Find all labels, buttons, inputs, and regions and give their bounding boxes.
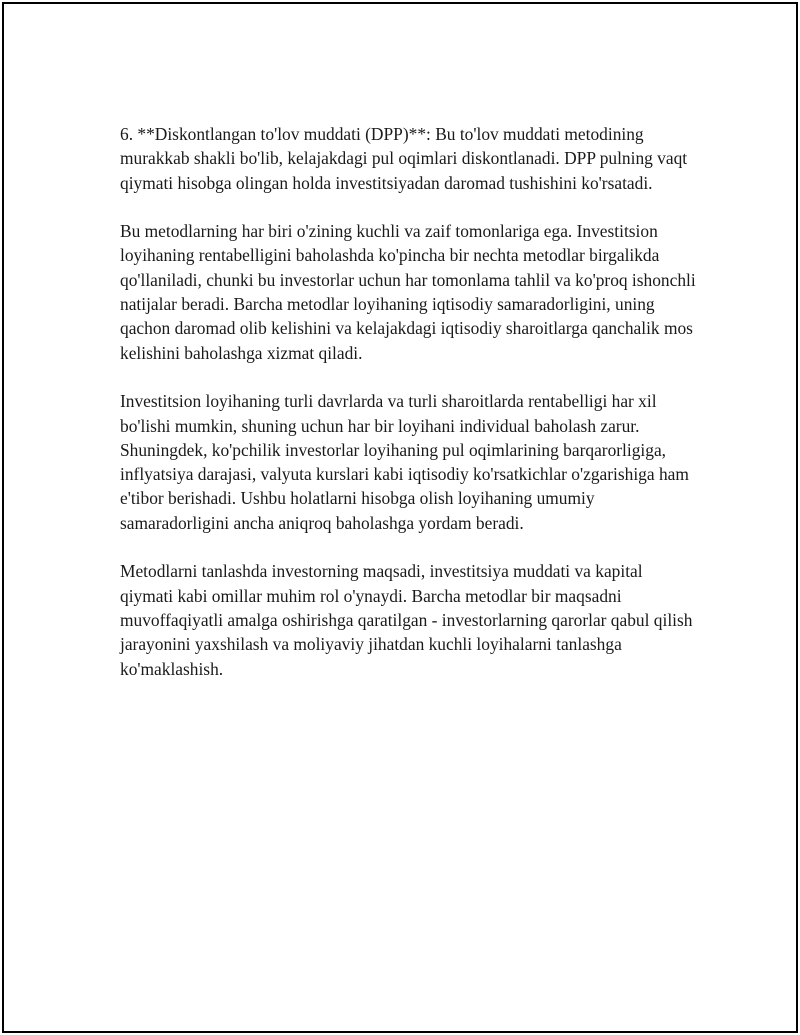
- paragraph-method-selection: Metodlarni tanlashda investorning maqsadi, investitsiya muddati va kapital qiymati kabi omillar muhim rol o'ynaydi. Barcha metodlar bir maqsadni muvoffaqiyatli amalga oshirishga qaratilgan - investorlarning qarorlar qabul qilish jarayonini yaxshilash va moliyaviy jihatdan kuchli loyihalarni tanlashga ko'maklashish.: [120, 561, 693, 679]
- paragraph-dpp-method: 6. **Diskontlangan to'lov muddati (DPP)**: Bu to'lov muddati metodining murakkab shakli bo'lib, kelajakdagi pul oqimlari diskontlanadi. DPP pulning vaqt qiymati hisobga olingan holda investitsiyadan daromad tushishini ko'rsatadi.: [120, 124, 688, 193]
- paragraph-project-conditions: Investitsion loyihaning turli davrlarda va turli sharoitlarda rentabelligi har xil bo'lishi mumkin, shuning uchun har bir loyihani individual baholash zarur. Shuningdek, ko'pchilik investorlar loyihaning pul oqimlarining barqarorligiga, inflyatsiya darajasi, valyuta kurslari kabi iqtisodiy ko'rsatkichlar o'zgarishiga ham e'tibor berishadi. Ushbu holatlarni hisobga olish loyihaning umumiy samaradorligini ancha aniqroq baholashga yordam beradi.: [120, 391, 689, 533]
- paragraph-methods-overview: Bu metodlarning har biri o'zining kuchli va zaif tomonlariga ega. Investitsion loyihaning rentabelligini baholashda ko'pincha bir nechta metodlar birgalikda qo'llaniladi, chunki bu investorlar uchun har tomonlama tahlil va ko'proq ishonchli natijalar beradi. Barcha metodlar loyihaning iqtisodiy samaradorligini, uning qachon daromad olib kelishini va kelajakdagi iqtisodiy sharoitlarga qanchalik mos kelishini baholashga xizmat qiladi.: [120, 221, 696, 363]
- document-body: [120, 122, 700, 681]
- document-page: [2, 2, 798, 1033]
